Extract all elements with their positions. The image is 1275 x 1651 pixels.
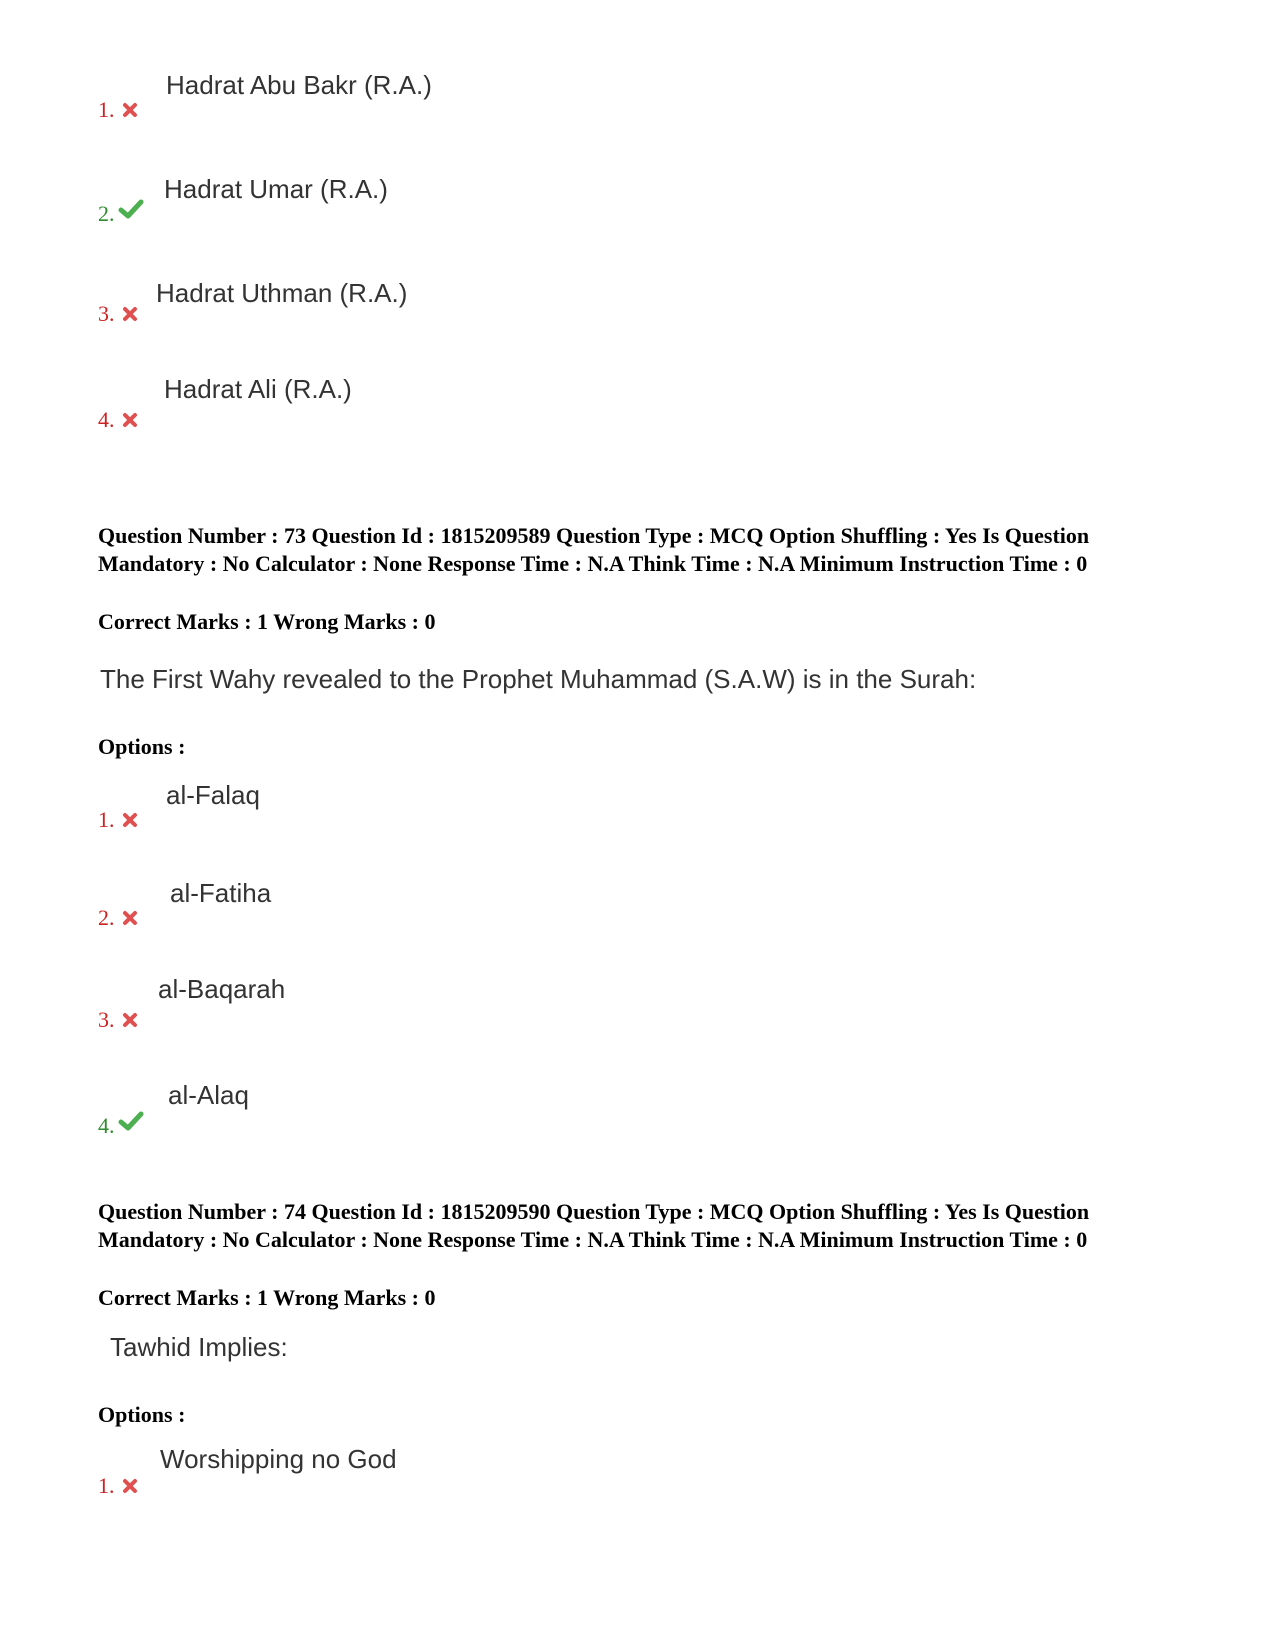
- option-number: 1.: [98, 97, 115, 122]
- question-meta: Question Number : 73 Question Id : 1815209589 Question Type : MCQ Option Shuffling : Yes Is Question Mandatory : No Calculator : None Response Time : N.A Think Time : N.A Minimum Instruction Time : 0: [98, 523, 1090, 576]
- option-number: 1.: [98, 1473, 115, 1498]
- option-text: Hadrat Umar (R.A.): [164, 174, 388, 204]
- option-number: 2.: [98, 905, 115, 930]
- question-meta: Question Number : 74 Question Id : 1815209590 Question Type : MCQ Option Shuffling : Yes Is Question Mandatory : No Calculator : None Response Time : N.A Think Time : N.A Minimum Instruction Time : 0: [98, 1199, 1090, 1252]
- cross-icon: [122, 306, 138, 327]
- check-icon: [118, 198, 144, 225]
- option-number: 4.: [98, 1113, 115, 1138]
- option-text: Hadrat Ali (R.A.): [164, 374, 352, 404]
- options-label: Options :: [98, 734, 186, 759]
- cross-icon: [122, 1012, 138, 1033]
- option-text: Hadrat Abu Bakr (R.A.): [166, 70, 432, 100]
- option-text: al-Fatiha: [170, 878, 272, 908]
- question-marks: Correct Marks : 1 Wrong Marks : 0: [98, 609, 436, 634]
- option-text: Worshipping no God: [160, 1444, 397, 1474]
- option-text: al-Baqarah: [158, 974, 286, 1004]
- cross-icon: [122, 102, 138, 123]
- cross-icon: [122, 812, 138, 833]
- option-text: al-Falaq: [166, 780, 260, 810]
- check-icon: [118, 1110, 144, 1137]
- cross-icon: [122, 412, 138, 433]
- question-text: Tawhid Implies:: [110, 1332, 288, 1362]
- option-number: 2.: [98, 201, 115, 226]
- options-label: Options :: [98, 1402, 186, 1427]
- option-text: al-Alaq: [168, 1080, 249, 1110]
- cross-icon: [122, 1478, 138, 1499]
- cross-icon: [122, 910, 138, 931]
- question-text: The First Wahy revealed to the Prophet Muhammad (S.A.W) is in the Surah:: [100, 664, 977, 694]
- option-number: 4.: [98, 407, 115, 432]
- option-number: 3.: [98, 1007, 115, 1032]
- option-text: Hadrat Uthman (R.A.): [156, 278, 408, 308]
- question-marks: Correct Marks : 1 Wrong Marks : 0: [98, 1285, 436, 1310]
- option-number: 1.: [98, 807, 115, 832]
- option-number: 3.: [98, 301, 115, 326]
